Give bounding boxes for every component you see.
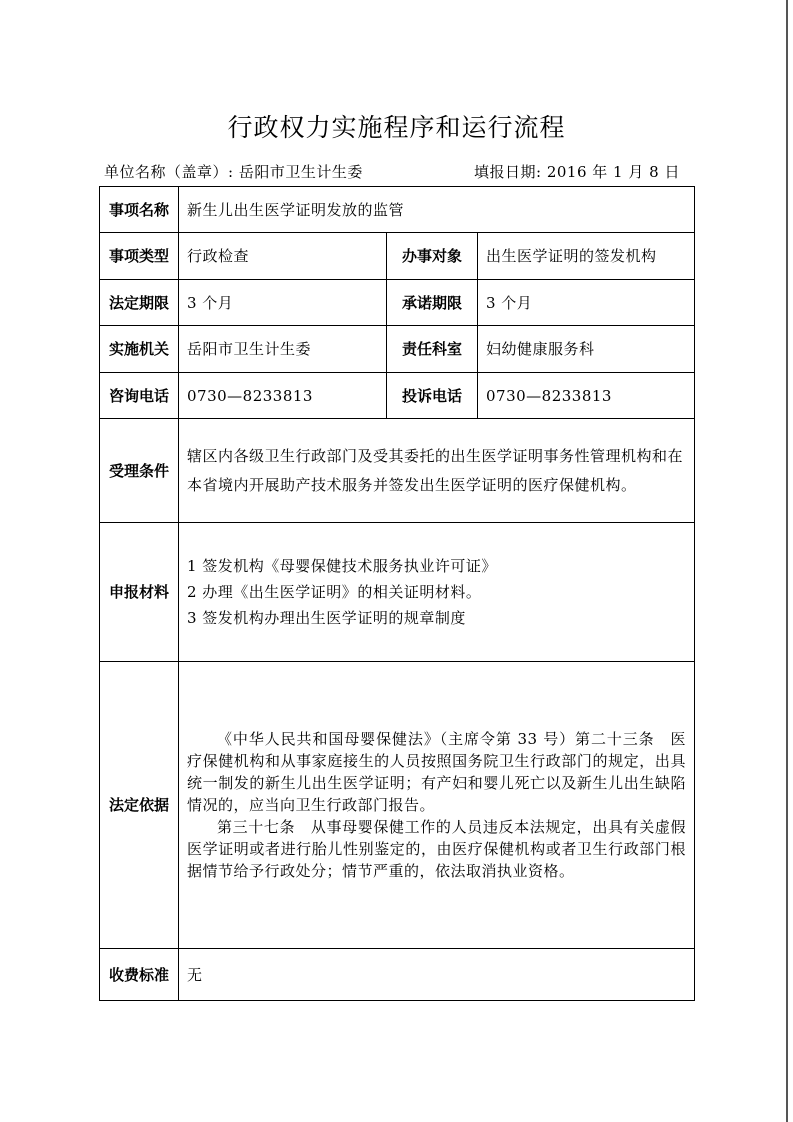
conditions-label: 受理条件 [100,419,179,523]
row-periods [100,280,695,326]
material-item-3: 3 签发机构办理出生医学证明的规章制度 [187,609,466,627]
date-value: 2016 年 1 月 8 日 [546,163,680,181]
department-value: 妇幼健康服务科 [478,326,695,373]
legal-basis-label: 法定依据 [100,662,179,949]
row-item-type [100,233,695,280]
department-label: 责任科室 [387,326,478,373]
document-title: 行政权力实施程序和运行流程 [227,113,566,142]
agency-value: 岳阳市卫生计生委 [179,326,387,373]
unit-line [104,161,363,183]
date-line [474,161,680,183]
promise-period-label: 承诺期限 [387,280,478,326]
legal-basis-paragraph-2: 第三十七条 从事母婴保健工作的人员违反本法规定，出具有关虚假医学证明或者进行胎儿性别鉴定的，由医疗保健机构或者卫生行政部门根据情节给予行政处分；情节严重的，依法取消执业资格。 [187,818,687,880]
consult-phone-value: 0730—8233813 [179,373,387,419]
material-item-1: 1 签发机构《母婴保健技术服务执业许可证》 [187,557,497,575]
complaint-phone-value: 0730—8233813 [478,373,695,419]
row-fee [100,949,695,1001]
row-legal-basis [100,662,695,949]
agency-label: 实施机关 [100,326,179,373]
conditions-text: 辖区内各级卫生行政部门及受其委托的出生医学证明事务性管理机构和在本省境内开展助产技术服务并签发出生医学证明的医疗保健机构。 [187,446,684,494]
conditions-value-cell [179,419,695,523]
date-label: 填报日期: [474,163,542,181]
item-name-value: 新生儿出生医学证明发放的监管 [179,187,695,233]
row-agency [100,326,695,373]
target-value: 出生医学证明的签发机构 [478,233,695,280]
row-item-name [100,187,695,233]
material-item-2: 2 办理《出生医学证明》的相关证明材料。 [187,583,482,601]
promise-period-value: 3 个月 [478,280,695,326]
complaint-phone-label: 投诉电话 [387,373,478,419]
item-type-label: 事项类型 [100,233,179,280]
target-label: 办事对象 [387,233,478,280]
item-name-label: 事项名称 [100,187,179,233]
unit-label: 单位名称（盖章）: [104,163,234,181]
fee-label: 收费标准 [100,949,179,1001]
legal-period-label: 法定期限 [100,280,179,326]
fee-value: 无 [179,949,695,1001]
materials-label: 申报材料 [100,523,179,662]
item-type-value: 行政检查 [179,233,387,280]
legal-basis-text [179,662,695,949]
info-table [99,186,695,1001]
row-conditions [100,419,695,523]
consult-phone-label: 咨询电话 [100,373,179,419]
materials-list [179,523,695,662]
row-materials [100,523,695,662]
row-phones [100,373,695,419]
legal-basis-paragraph-1: 《中华人民共和国母婴保健法》（主席令第 33 号）第二十三条 医疗保健机构和从事家庭接生的人员按照国务院卫生行政部门的规定，出具统一制发的新生儿出生医学证明；有产妇和婴儿死亡以及新生儿出生缺陷情况的，应当向卫生行政部门报告。 [187,730,687,814]
legal-period-value: 3 个月 [179,280,387,326]
page-edge-line [786,0,788,1122]
unit-value: 岳阳市卫生计生委 [238,163,363,181]
